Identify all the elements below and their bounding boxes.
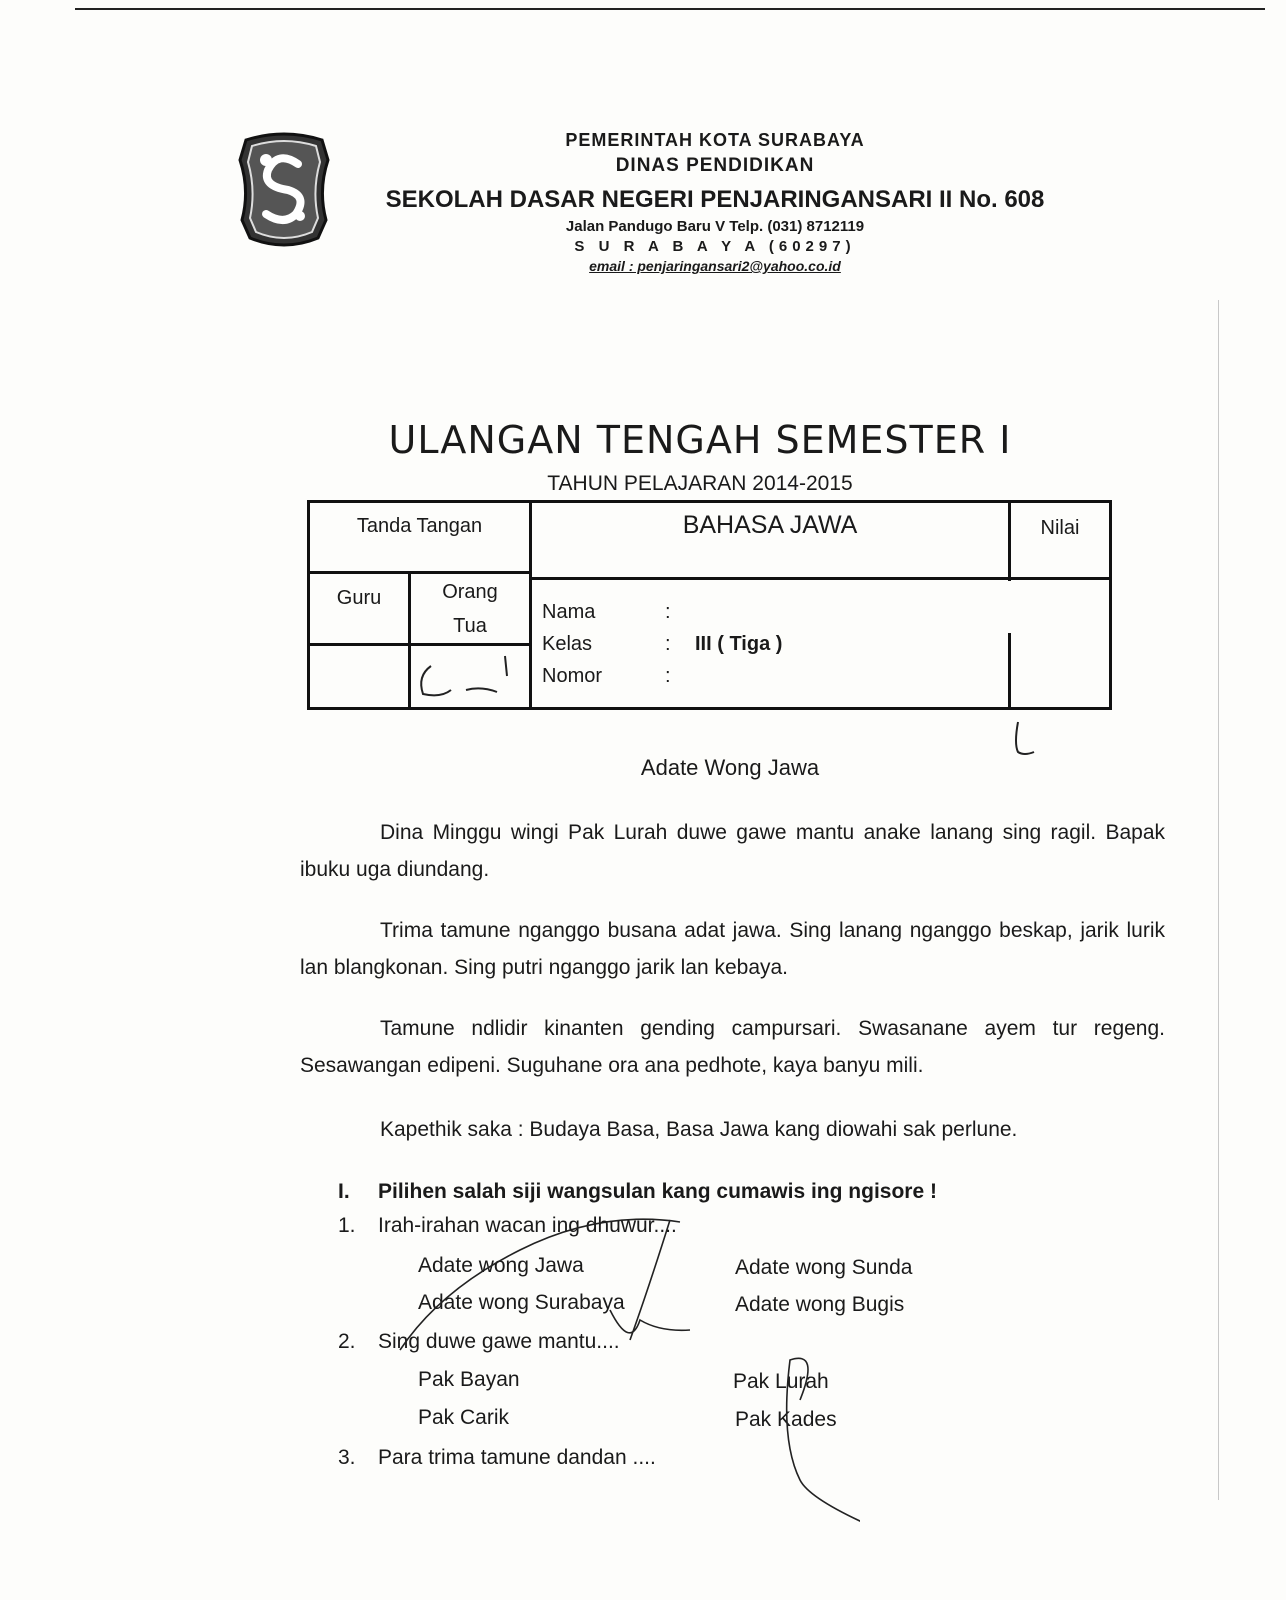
question-text: Para trima tamune dandan .... <box>378 1446 656 1469</box>
option-d: Pak Kades <box>735 1408 837 1431</box>
option-d: Adate wong Bugis <box>735 1293 905 1316</box>
question-number: 1. <box>338 1214 356 1237</box>
option-a: Adate wong Jawa <box>418 1254 584 1277</box>
parent-label-line1: Orang <box>442 581 498 603</box>
name-separator: : <box>665 601 671 623</box>
paragraph-1: Dina Minggu wingi Pak Lurah duwe gawe mantu anake lanang sing ragil. Bapak ibuku uga diundang. <box>300 821 1165 881</box>
source-note: Kapethik saka : Budaya Basa, Basa Jawa kang diowahi sak perlune. <box>380 1118 1018 1141</box>
department-line: DINAS PENDIDIKAN <box>615 155 815 176</box>
class-value: III ( Tiga ) <box>695 633 783 655</box>
question-text: Sing duwe gawe mantu.... <box>378 1330 620 1353</box>
class-label: Kelas <box>542 633 593 655</box>
parent-label-line2: Tua <box>453 615 487 637</box>
number-label: Nomor <box>542 665 603 687</box>
signature-label: Tanda Tangan <box>356 515 483 537</box>
answer-pen-marks <box>380 1200 860 1540</box>
paragraph-2: Trima tamune nganggo busana adat jawa. Sing lanang nganggo beskap, jarik lurik lan blangkonan. Sing putri nganggo jarik lan kebaya. <box>300 919 1165 979</box>
top-rule <box>75 8 1265 10</box>
score-label: Nilai <box>1040 517 1080 539</box>
class-separator: : <box>665 633 671 655</box>
academic-year: TAHUN PELAJARAN 2014-2015 <box>547 472 853 495</box>
option-a: Pak Bayan <box>418 1368 520 1391</box>
school-city: S U R A B A Y A (60297) <box>574 238 856 255</box>
subject-label: BAHASA JAWA <box>682 511 858 539</box>
number-separator: : <box>665 665 671 687</box>
section-instruction: Pilihen salah siji wangsulan kang cumawis ing ngisore ! <box>378 1180 937 1203</box>
government-line: PEMERINTAH KOTA SURABAYA <box>565 130 865 150</box>
question-number: 2. <box>338 1330 356 1353</box>
option-b: Adate wong Sunda <box>735 1256 913 1279</box>
name-label: Nama <box>542 601 596 623</box>
reading-title: Adate Wong Jawa <box>640 755 820 780</box>
school-address: Jalan Pandugo Baru V Telp. (031) 8712119 <box>565 218 865 235</box>
question-number: 3. <box>338 1446 356 1469</box>
paragraph-3: Tamune ndlidir kinanten gending campursari. Swasanane ayem tur regeng. Sesawangan edipeni. Suguhane ora ana pedhote, kaya banyu mili. <box>300 1017 1165 1077</box>
school-name: SEKOLAH DASAR NEGERI PENJARINGANSARI II No. 608 <box>385 186 1045 213</box>
question-text: Irah-irahan wacan ing dhuwur.... <box>378 1214 677 1237</box>
school-email: email : penjaringansari2@yahoo.co.id <box>589 258 841 274</box>
option-c: Adate wong Surabaya <box>418 1291 625 1314</box>
parent-signature <box>411 646 529 707</box>
exam-title: ULANGAN TENGAH SEMESTER I <box>388 418 1012 462</box>
surabaya-crest-logo <box>238 130 330 248</box>
section-number: I. <box>338 1180 350 1203</box>
option-c: Pak Carik <box>418 1406 510 1429</box>
student-info-table <box>307 500 1112 710</box>
option-b: Pak Lurah <box>733 1370 829 1393</box>
teacher-label: Guru <box>336 587 382 609</box>
page-edge-line <box>1218 300 1219 1500</box>
